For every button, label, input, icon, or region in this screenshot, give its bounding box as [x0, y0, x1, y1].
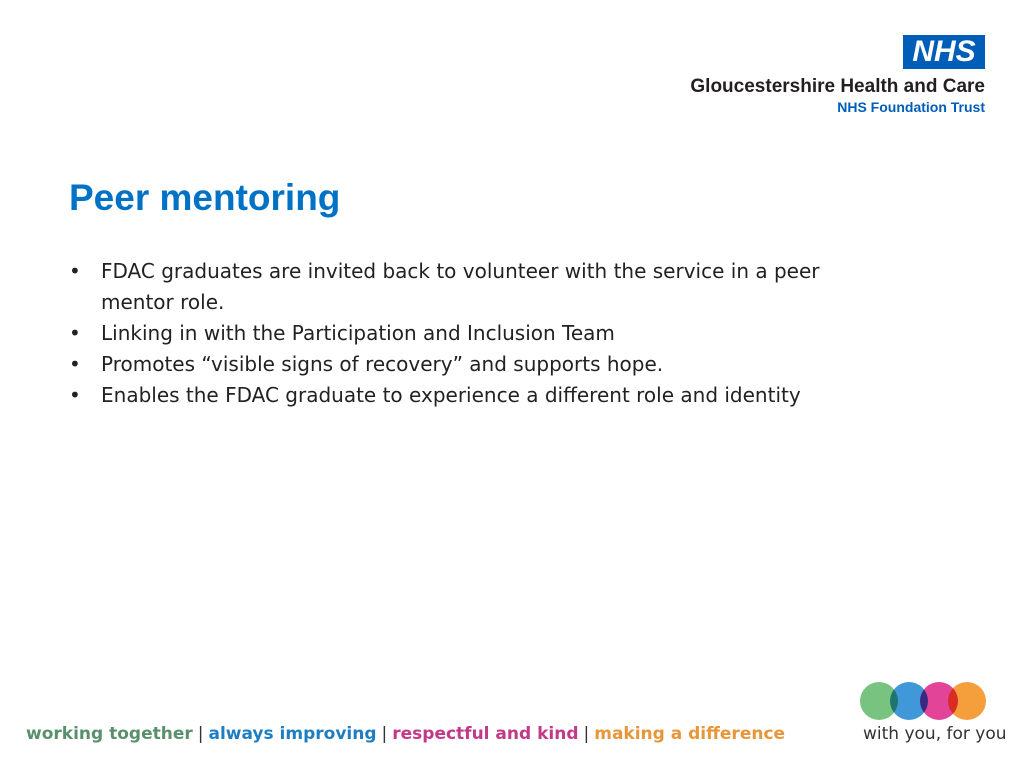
- value-always-improving: always improving: [208, 724, 377, 744]
- brand-dots-logo: [860, 682, 990, 720]
- nhs-logo: NHS: [903, 35, 985, 69]
- value-separator: |: [197, 724, 204, 744]
- bullet-item: • Promotes “visible signs of recovery” and supports hope.: [69, 349, 869, 380]
- org-subtitle: NHS Foundation Trust: [837, 99, 985, 115]
- slide-title: Peer mentoring: [69, 177, 341, 218]
- values-strapline: [26, 724, 785, 744]
- bullet-item: • FDAC graduates are invited back to volunteer with the service in a peer mentor role.: [69, 256, 869, 318]
- value-separator: |: [583, 724, 590, 744]
- orange-dot: [948, 682, 986, 720]
- tagline: with you, for you: [863, 724, 1007, 744]
- value-making-a-difference: making a difference: [594, 724, 786, 744]
- value-respectful-and-kind: respectful and kind: [392, 724, 579, 744]
- bullet-list: [69, 256, 869, 411]
- bullet-item: • Linking in with the Participation and Inclusion Team: [69, 318, 869, 349]
- bullet-item: • Enables the FDAC graduate to experience a different role and identity: [69, 380, 869, 411]
- value-working-together: working together: [26, 724, 193, 744]
- org-name: Gloucestershire Health and Care: [690, 76, 985, 97]
- value-separator: |: [381, 724, 388, 744]
